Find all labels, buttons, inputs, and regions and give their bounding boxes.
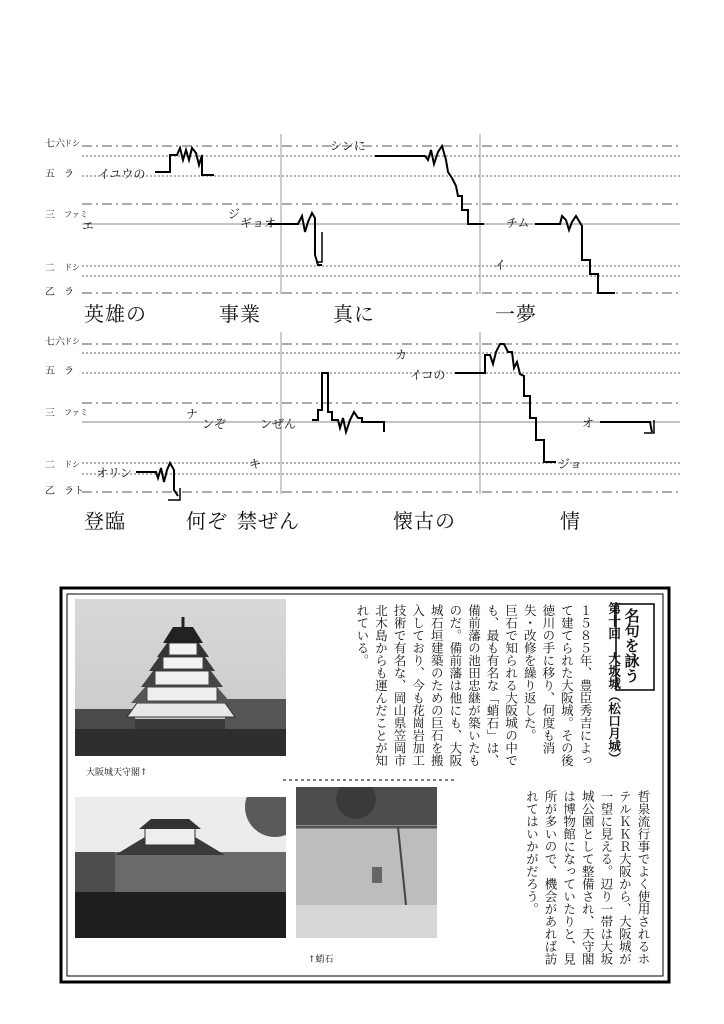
melody-kana: ンぞ	[202, 417, 227, 431]
scale-label: 三	[45, 210, 55, 221]
score-staff-2	[82, 332, 680, 494]
melody-kana: シンに	[330, 139, 366, 153]
castle-moat-photo	[75, 797, 286, 938]
scale-label: ラ	[64, 366, 74, 377]
melody-kana: イ	[494, 258, 507, 272]
scale-label: ドシ	[64, 139, 80, 148]
melody-kana: ンぜん	[260, 417, 297, 431]
castle-keep-photo	[75, 599, 286, 756]
melody-kana: ギョオ	[240, 216, 277, 230]
melody-kana: イユウの	[98, 167, 146, 181]
article-body-lower: 哲泉流行事でよく使用されるホテルＫＫＲ大阪から、大阪城が一望に見える。辺り一帯は大坂城公園として整備され、天守閣は博物館になっていたりと、見所が多いので、機会があれば訪れてはいかがだろう。	[524, 790, 651, 965]
lyric: 事業	[219, 302, 261, 326]
melody-kana: イコの	[410, 368, 446, 382]
lyric: 情	[560, 509, 581, 533]
caption-tenshu: 大阪城天守閣↑	[86, 768, 148, 778]
scale-label: ドシ	[64, 460, 80, 469]
scale-label: 七六	[45, 139, 65, 150]
caption-takoishi: ↑蛸石	[308, 955, 334, 965]
melody-kana: ジ	[228, 207, 241, 221]
lyric: 懐古の	[393, 509, 456, 533]
lyric: 登臨	[84, 509, 126, 533]
scale-label: ドシ	[64, 337, 80, 346]
scale-label: ラ	[64, 169, 74, 180]
scale-label: 二	[45, 460, 55, 471]
melody-kana: ジョ	[558, 457, 582, 471]
scale-label: ラト	[64, 486, 84, 497]
scale-label: 二	[45, 263, 55, 274]
scale-label: 五	[45, 169, 55, 180]
article-title: 名句を詠う	[622, 608, 641, 683]
takoishi-photo	[296, 787, 437, 938]
scale-label: 乙	[45, 287, 55, 298]
scale-label: 乙	[45, 486, 55, 497]
melody-kana: キ	[249, 457, 262, 471]
melody-kana: オリン	[96, 466, 133, 480]
scale-label: 五	[45, 366, 55, 377]
melody-1	[155, 146, 615, 293]
scale-label: ドシ	[64, 263, 80, 272]
scale-label: ラ	[64, 287, 74, 298]
article-subtitle: 第十回 大坂城（松口月城）	[606, 602, 622, 765]
melody-kana: エ	[82, 219, 95, 233]
lyric: 一夢	[495, 302, 537, 326]
melody-kana: カ	[395, 348, 408, 362]
article-body-upper: １５８５年、豊臣秀吉によって建てられた大阪城。その後徳川の手に移り、何度も消失・改修を繰り返した。 巨石で知られる大阪城の中でも、最も有名な「蛸石」は、備前藩の池田忠継が築いたものだ。備前藩は他にも、大阪城石垣建築のための巨石を搬入しており、今も花崗岩加工技術で有名な、岡山県笠岡市北木島からも運んだことが知れている。	[354, 604, 593, 767]
melody-kana: チム	[506, 216, 530, 230]
scale-label: ファミ	[64, 408, 88, 417]
scale-label: ファミ	[64, 210, 88, 219]
lyric: 禁ぜん	[237, 509, 300, 533]
lyric: 何ぞ	[186, 509, 228, 533]
scale-label: 七六	[45, 337, 65, 348]
melody-kana: ナ	[186, 407, 199, 421]
melody-kana: オ	[582, 416, 595, 430]
lyric: 真に	[333, 302, 375, 326]
scale-label: 三	[45, 408, 55, 419]
lyric: 英雄の	[84, 302, 147, 326]
